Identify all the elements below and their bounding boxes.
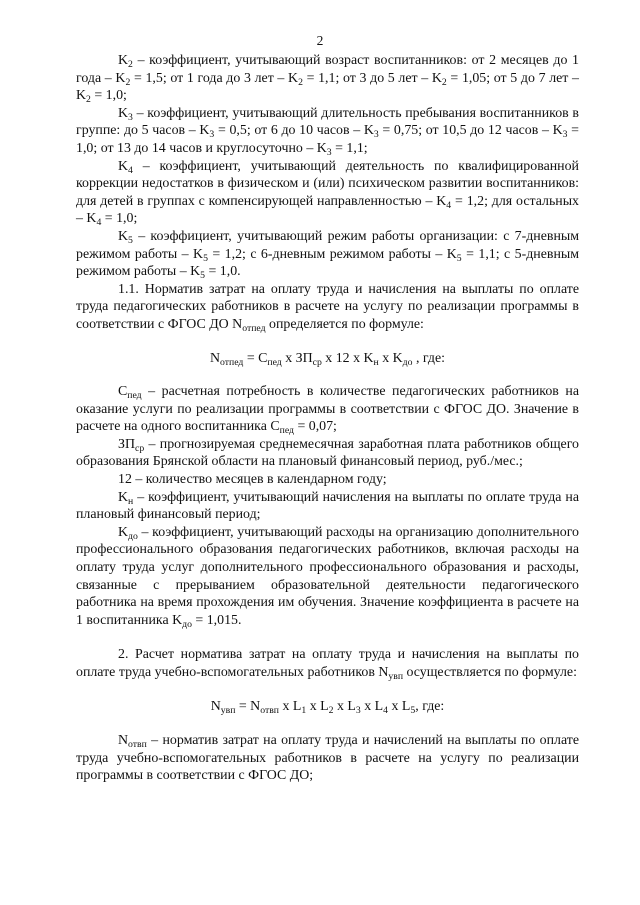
subscript-text: увп: [220, 704, 236, 716]
text-run: – коэффициент, учитывающий расходы на организацию дополнительного профессионального образования педагогических работников, включая расходы на оплату труда услуг дополнительного профессионального образования и расходы, связанные с прерыванием образовательной деятельности педагогического работника на время прохождения им обучения. Значение коэффициента в расчете на 1 воспитанника K: [76, 524, 579, 628]
formula-n-uvp: [76, 698, 579, 716]
k3-paragraph: [76, 105, 579, 158]
subscript-text: 4: [96, 217, 102, 229]
text-run: = 1,1; с 5-дневным режимом работы – K: [76, 246, 580, 280]
text-run: , где:: [415, 698, 445, 714]
section-1-1-paragraph: [76, 281, 579, 334]
subscript-text: 5: [200, 270, 205, 282]
text-run: = 1,0.: [205, 264, 241, 280]
text-run: = 1,1; от 3 до 5 лет – K: [302, 70, 442, 86]
text-run: = 1,015.: [191, 612, 242, 628]
text-run: 2. Расчет норматива затрат на оплату труда и начисления на выплаты по оплате труда учебно-вспомогательных работников N: [76, 647, 579, 680]
text-run: – коэффициент, учитывающий возраст воспитанников: от 2 месяцев до 1 года – K: [76, 53, 579, 86]
text-run: определяется по формуле:: [265, 316, 424, 332]
text-run: K: [118, 228, 129, 244]
text-run: K: [118, 53, 129, 68]
text-run: C: [118, 384, 128, 400]
section-2-paragraph: [76, 646, 579, 681]
subscript-text: 3: [562, 129, 568, 141]
text-run: = 1,1;: [331, 140, 368, 156]
text-run: = 0,5; от 6 до 10 часов – K: [214, 123, 374, 139]
n-otvp-paragraph: [76, 732, 579, 785]
subscript-text: 2: [125, 76, 131, 88]
subscript-text: 3: [326, 146, 332, 158]
text-run: N: [209, 350, 221, 366]
subscript-text: пед: [127, 390, 142, 401]
k-do-paragraph: [76, 524, 579, 630]
text-run: , где:: [412, 350, 445, 366]
text-run: N: [210, 698, 221, 714]
subscript-text: 2: [298, 76, 303, 88]
text-run: = 1,2; для остальных – K: [76, 193, 579, 227]
text-run: N: [118, 733, 129, 749]
text-run: = 1,0;: [90, 88, 127, 104]
document-body: [76, 52, 579, 785]
subscript-text: н: [373, 356, 379, 368]
subscript-text: 5: [456, 252, 462, 264]
text-run: x L: [306, 698, 329, 714]
subscript-text: 2: [441, 76, 447, 88]
text-run: – коэффициент, учитывающий начисления на выплаты по оплате труда на плановый финансовый период;: [76, 489, 579, 523]
subscript-text: до: [128, 530, 138, 542]
text-run: K: [118, 105, 129, 121]
text-run: x L: [333, 698, 356, 714]
subscript-text: 1: [301, 704, 307, 716]
text-run: = 1,2; с 6-дневным режимом работы – K: [207, 246, 457, 262]
subscript-text: до: [402, 356, 413, 368]
subscript-text: ср: [135, 442, 145, 454]
subscript-text: 5: [203, 252, 208, 264]
text-run: K: [118, 158, 129, 174]
subscript-text: увп: [388, 670, 404, 682]
text-run: x L: [360, 698, 384, 714]
text-run: ЗП: [118, 436, 135, 452]
text-run: – коэффициент, учитывающий режим работы организации: с 7-дневным режимом работы – K: [76, 228, 579, 262]
text-run: – норматив затрат на оплату труда и начислений на выплаты по оплате труда учебно-вспомогательных работников в расчете на услугу по реализации программы в соответствии с ФГОС ДО;: [76, 733, 579, 784]
subscript-text: отпед: [220, 356, 244, 368]
k-n-paragraph: [76, 489, 579, 524]
subscript-text: 5: [410, 704, 416, 716]
twelve-paragraph: [76, 471, 579, 489]
text-run: 12 – количество месяцев в календарном году;: [118, 472, 387, 488]
text-run: = C: [243, 350, 268, 366]
subscript-text: ср: [312, 356, 322, 368]
subscript-text: 4: [446, 199, 452, 211]
text-run: = 1,0;: [101, 211, 138, 227]
text-run: = 0,75; от 10,5 до 12 часов – K: [378, 123, 563, 139]
text-run: K: [118, 489, 129, 505]
page-number: 2: [316, 33, 324, 48]
zp-sr-paragraph: [76, 436, 579, 471]
text-run: x 12 x K: [321, 350, 374, 366]
subscript-text: 3: [209, 129, 215, 141]
text-run: осуществляется по формуле:: [403, 665, 577, 680]
formula-n-otped: [76, 350, 579, 368]
text-run: = 1,05; от 5 до 7 лет – K: [76, 70, 579, 104]
text-run: = 1,0; от 13 до 14 часов и круглосуточно – K: [76, 123, 579, 156]
text-run: – коэффициент, учитывающий длительность пребывания воспитанников в группе: до 5 часов – K: [76, 105, 579, 139]
subscript-text: 2: [128, 58, 133, 70]
text-run: = 0,07;: [293, 419, 337, 435]
subscript-text: 5: [128, 234, 133, 246]
subscript-text: 3: [373, 129, 379, 141]
text-run: – коэффициент, учитывающий деятельность по квалифицированной коррекции недостатков в физическом и (или) психическом развитии воспитанников: для детей в группах с компенсирующей направленностью – K: [76, 158, 579, 209]
subscript-text: 3: [128, 111, 133, 123]
subscript-text: 4: [383, 704, 388, 716]
k2-paragraph: [76, 52, 579, 105]
subscript-text: 2: [86, 94, 91, 106]
subscript-text: отпед: [242, 322, 266, 334]
text-run: x K: [378, 350, 403, 366]
text-run: = N: [235, 698, 261, 714]
text-run: = 1,5; от 1 года до 3 лет – K: [130, 70, 299, 86]
subscript-text: отвп: [260, 704, 279, 716]
subscript-text: пед: [267, 356, 282, 368]
text-run: – расчетная потребность в количестве педагогических работников на оказание услуги по реализации программы в соответствии с ФГОС ДО. Значение в расчете на одного воспитанника C: [76, 384, 579, 435]
text-run: 1.1. Норматив затрат на оплату труда и начисления на выплаты по оплате труда педагогических работников в расчете на услугу по реализации программы в соответствии с ФГОС ДО N: [76, 281, 579, 332]
subscript-text: н: [128, 495, 134, 507]
subscript-text: пед: [279, 425, 294, 437]
text-run: x ЗП: [281, 350, 313, 366]
c-ped-paragraph: [76, 383, 579, 436]
k5-paragraph: [76, 228, 579, 281]
text-run: – прогнозируемая среднемесячная заработная плата работников общего образования Брянской области на плановый финансовый период, руб./мес.;: [76, 436, 579, 470]
subscript-text: 4: [128, 164, 133, 176]
subscript-text: до: [182, 618, 192, 630]
text-run: x L: [388, 698, 411, 714]
text-run: x L: [279, 698, 302, 714]
subscript-text: 2: [328, 704, 334, 716]
text-run: K: [118, 524, 129, 540]
k4-paragraph: [76, 158, 579, 228]
subscript-text: 3: [355, 704, 361, 716]
subscript-text: отвп: [128, 739, 147, 751]
